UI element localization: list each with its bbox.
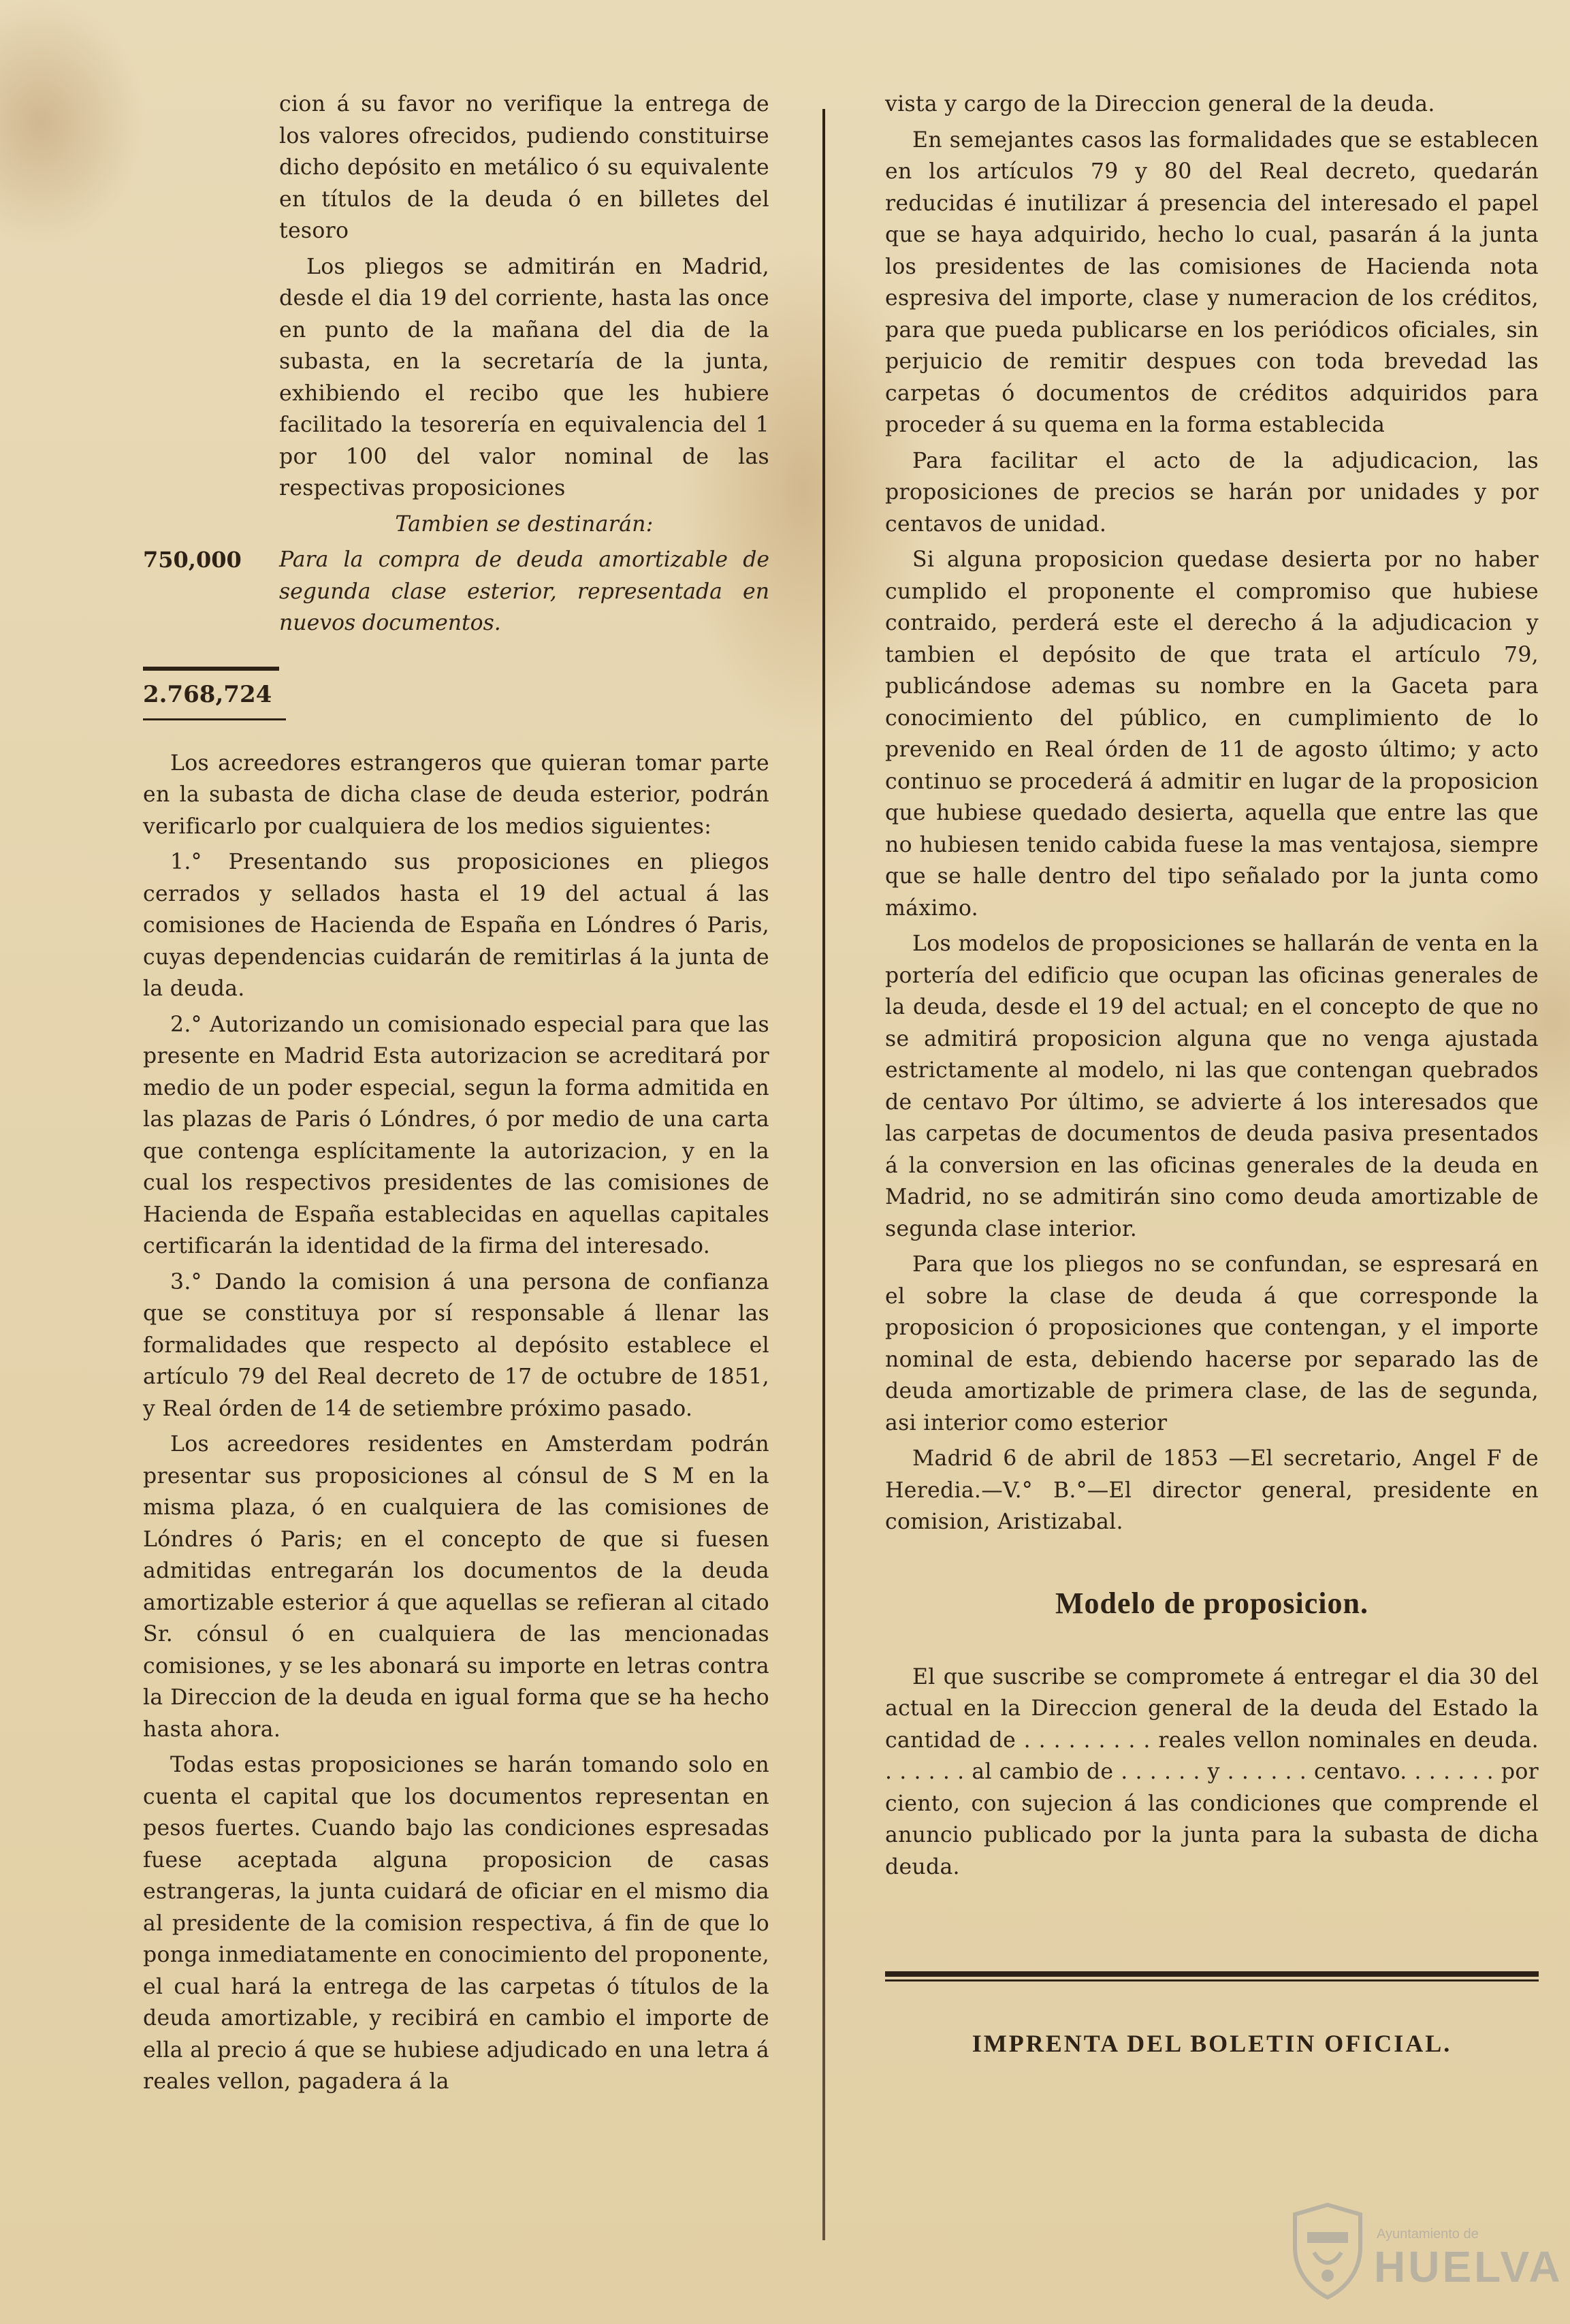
paragraph-vista: vista y cargo de la Direccion general de la deuda. xyxy=(885,92,1435,116)
left-column xyxy=(143,89,769,2102)
paragraph-deposito: cion á su favor no verifique la entrega de los valores ofrecidos, pudiendo constituirse dicho depósito en metálico ó su equivalente en títulos de la deuda ó en billetes del tesoro xyxy=(279,92,769,243)
paragraph-pliegos: Los pliegos se admitirán en Madrid, desde el dia 19 del corriente, hasta las once en punto de la mañana del dia de la subasta, en la secretaría de la junta, exhibiendo el recibo que les hubiere facilitado la tesorería en equivalencia del 1 por 100 del valor nominal de las respectivas proposiciones xyxy=(279,254,769,500)
paragraph-modelos: Los modelos de proposiciones se hallarán de venta en la portería del edificio que ocupan las oficinas generales de la deuda, desde el 19 del actual; en el concepto de que no se admitirá proposicion alguna que no venga ajustada estrictamente al modelo, ni las que contengan quebrados de centavo Por último, se advierte á los interesados que las carpetas de documentos de deuda pasiva presentados á la conversion en las oficinas generales de la deuda en Madrid, no se admitirán sino como deuda amortizable de segunda clase interior. xyxy=(885,932,1539,1241)
paragraph-amsterdam: Los acreedores residentes en Amsterdam podrán presentar sus proposiciones al cónsul de S M en la misma plaza, ó en cualquiera de las comisiones de Lóndres ó Paris; en el concepto de que si fuesen admitidas entregarán los documentos de la deuda amortizable esterior á que aquellas se refieran al citado Sr. cónsul ó en cualquiera de las mencionadas comisiones, y se les abonará su importe en letras contra la Direccion de la deuda en igual forma que se ha hecho hasta ahora. xyxy=(143,1432,769,1742)
total-rule-top xyxy=(143,667,279,671)
model-text: El que suscribe se compromete á entregar el dia 30 del actual en la Direccion general de la deuda del Estado la cantidad de . . . . . . . . . reales vellon nominales en deuda. . . . . . . al cambio de . . . . . . y . . . . . . centavo. . . . . . . por ciento, con sujecion á las condiciones que comprende el anuncio publicado por la junta para la subasta de dicha deuda. xyxy=(885,1664,1539,1879)
paragraph-acreedores-estrangeros: Los acreedores estrangeros que quieran tomar parte en la subasta de dicha clase de deuda esterior, podrán verificarlo por cualquiera de los medios siguientes: xyxy=(143,750,769,839)
watermark-big-text: HUELVA xyxy=(1374,2242,1563,2291)
model-block xyxy=(885,1661,1539,1883)
watermark-small-text: Ayuntamiento de xyxy=(1377,2227,1479,2242)
total-rule-bottom xyxy=(143,718,286,720)
imprint-line: IMPRENTA DEL BOLETIN OFICIAL. xyxy=(972,2030,1452,2057)
paragraph-medio-2: 2.° Autorizando un comisionado especial para que las presente en Madrid Esta autorizacion se acreditará por medio de un poder especial, segun la forma admitida en las plazas de Paris ó Lóndres, ó por medio de una carta que contenga esplícitamente la autorizacion, y en la cual los respectivos presidentes de las comisiones de Hacienda de España establecidas en aquellas capitales certificarán la identidad de la firma del interesado. xyxy=(143,1012,769,1258)
paragraph-medio-1: 1.° Presentando sus proposiciones en pliegos cerrados y sellados hasta el 19 del actual á las comisiones de Hacienda de España en Lóndres ó Paris, cuyas dependencias cuidarán de remitirlas á la junta de la deuda. xyxy=(143,850,769,1001)
paragraph-facilitar: Para facilitar el acto de la adjudicacion, las proposiciones de precios se harán por unidades y por centavos de unidad. xyxy=(885,448,1539,537)
column-divider xyxy=(822,109,825,2240)
amount-row xyxy=(143,544,769,639)
paragraph-medio-3: 3.° Dando la comision á una persona de confianza que se constituya por sí responsable á llenar las formalidades que respecto al depósito establece el artículo 79 del Real decreto de 17 de octubre de 1851, y Real órden de 14 de setiembre próximo pasado. xyxy=(143,1269,769,1421)
right-column xyxy=(885,89,1539,2058)
total-value: 2.768,724 xyxy=(143,680,272,708)
paragraph-semejantes-casos: En semejantes casos las formalidades que se establecen en los artículos 79 y 80 del Real decreto, quedarán reducidas é inutilizar á presencia del interesado el papel que se haya adquirido, hecho lo cual, pasarán á la junta los presidentes de las comisiones de Hacienda nota espresiva del importe, clase y numeracion de los créditos, para que pueda publicarse en los periódicos oficiales, sin perjuicio de remitir despues con toda brevedad las carpetas ó documentos de créditos adquiridos para proceder á su quema en la forma establecida xyxy=(885,127,1539,437)
paragraph-firma: Madrid 6 de abril de 1853 —El secretario, Angel F de Heredia.—V.° B.°—El director general, presidente en comision, Aristizabal. xyxy=(885,1446,1539,1534)
tambien-line: Tambien se destinarán: xyxy=(395,511,654,537)
watermark xyxy=(1287,2199,1563,2302)
amount-description: Para la compra de deuda amortizable de segunda clase esterior, representada en nuevos documentos. xyxy=(279,547,769,635)
imprint-rule-thick xyxy=(885,1971,1539,1977)
paragraph-desierta: Si alguna proposicion quedase desierta por no haber cumplido el proponente el compromiso que hubiese contraido, perderá este el derecho á la adjudicacion y tambien el depósito de que trata el artículo 79, publicándose ademas su nombre en la Gaceta para conocimiento del público, en cumplimiento de lo prevenido en Real órden de 11 de agosto último; y acto continuo se procederá á admitir en lugar de la proposicion que hubiese quedado desierta, aquella que entre las que no hubiesen tenido cabida fuese la mas ventajosa, siempre que se halle dentro del tipo señalado por la junta como máximo. xyxy=(885,547,1539,921)
paragraph-pliegos-sobre: Para que los pliegos no se confundan, se espresará en el sobre la clase de deuda á que corresponde la proposicion ó proposiciones que contengan, y el importe nominal de esta, debiendo hacerse por separado las de deuda amortizable de primera clase, de las de segunda, asi interior como esterior xyxy=(885,1252,1539,1435)
coat-of-arms-icon xyxy=(1287,2199,1368,2302)
paragraph-todas-proposiciones: Todas estas proposiciones se harán tomando solo en cuenta el capital que los documentos representan en pesos fuertes. Cuando bajo las condiciones espresadas fuese aceptada alguna proposicion de casas estrangeras, la junta cuidará de oficiar en el mismo dia al presidente de la comision respectiva, á fin de que lo ponga inmediatamente en conocimiento del proponente, el cual hará la entrega de las carpetas ó títulos de la deuda amortizable, y recibirá en cambio el importe de ella al precio á que se hubiese adjudicado en una letra á reales vellon, pagadera á la xyxy=(143,1753,769,2094)
model-heading: Modelo de proposicion. xyxy=(1055,1586,1368,1620)
imprint-rule-thin xyxy=(885,1979,1539,1981)
amount-value: 750,000 xyxy=(143,547,242,573)
